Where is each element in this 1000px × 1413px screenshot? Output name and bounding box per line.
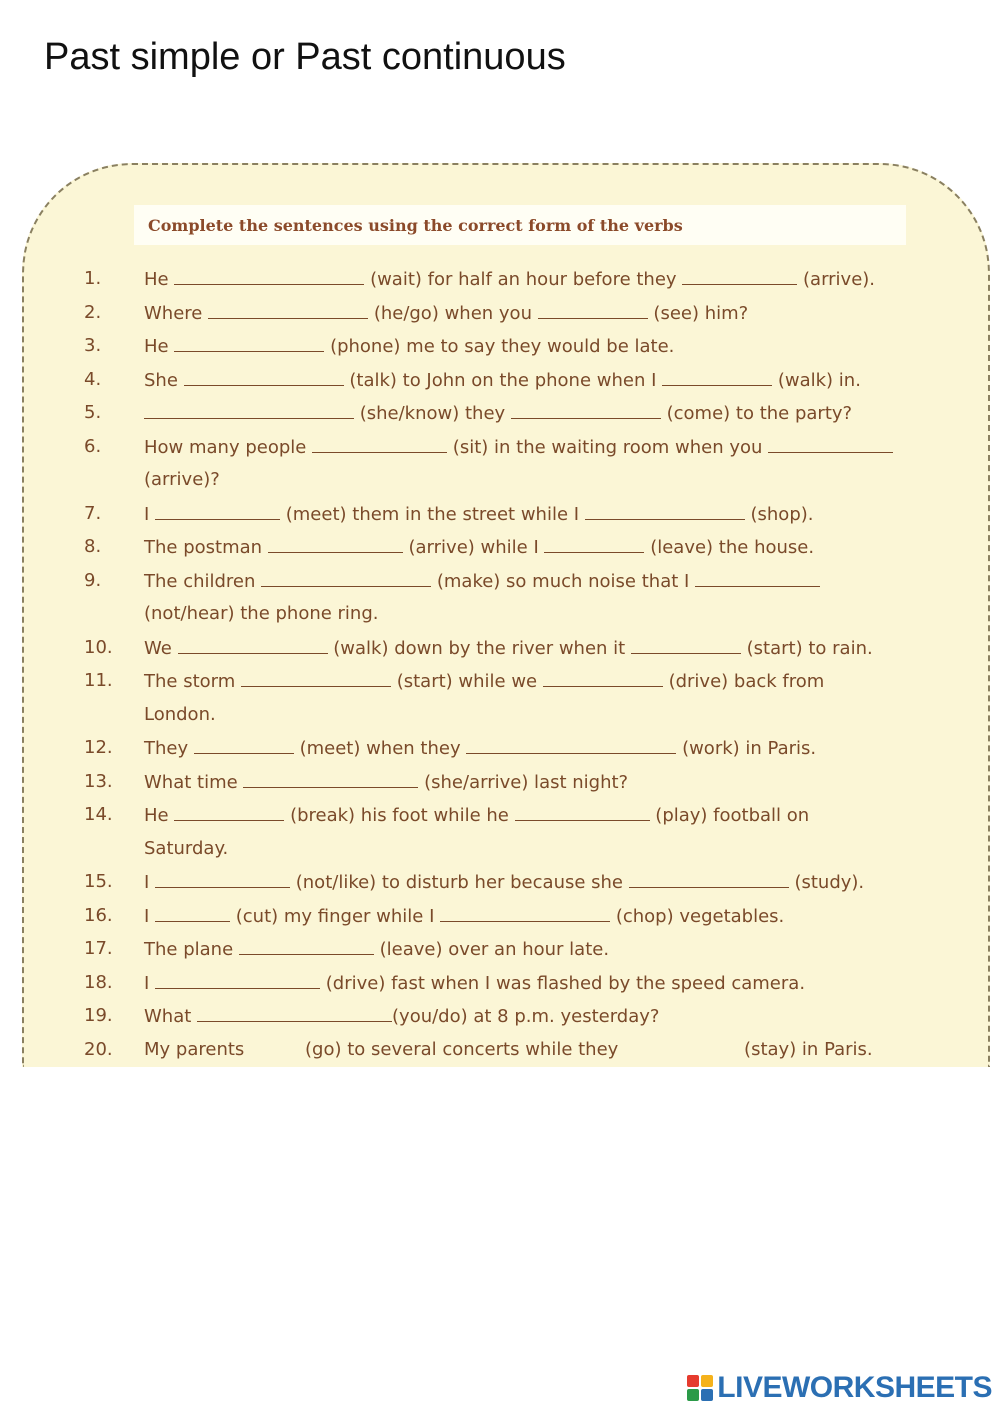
sentence-row <box>24 804 984 837</box>
sentence-text: What (you/do) at 8 p.m. yesterday? <box>144 1006 660 1027</box>
item-number: 19. <box>84 1005 113 1026</box>
sentence-text: They (meet) when they (work) in Paris. <box>144 738 817 759</box>
liveworksheets-logo <box>687 1371 992 1405</box>
item-number: 1. <box>84 268 102 289</box>
answer-blank[interactable] <box>538 302 648 319</box>
answer-blank[interactable] <box>682 268 797 285</box>
item-number: 14. <box>84 804 113 825</box>
answer-blank[interactable] <box>144 402 354 419</box>
sentence-text: She (talk) to John on the phone when I (walk) in. <box>144 369 861 391</box>
item-number: 9. <box>84 569 102 591</box>
sentence-text: (arrive)? <box>144 469 220 490</box>
sentence-row <box>24 838 984 871</box>
sentence-row <box>24 436 984 469</box>
answer-blank[interactable] <box>624 1039 744 1055</box>
sentence-text: He (wait) for half an hour before they (arrive). <box>144 269 876 290</box>
item-number: 20. <box>84 1038 113 1060</box>
item-number: 5. <box>84 402 102 423</box>
sentence-row <box>24 570 984 603</box>
answer-blank[interactable] <box>312 436 447 453</box>
sentence-row <box>24 402 984 435</box>
logo-text: LIVEWORKSHEETS <box>717 1371 992 1404</box>
answer-blank[interactable] <box>261 570 431 587</box>
page-title: Past simple or Past continuous <box>44 36 566 78</box>
item-number: 3. <box>84 335 102 356</box>
answer-blank[interactable] <box>174 804 284 821</box>
sentence-row <box>24 905 984 938</box>
sentence-text: I (not/like) to disturb her because she (study). <box>144 872 865 893</box>
answer-blank[interactable] <box>194 737 294 754</box>
answer-blank[interactable] <box>466 737 676 754</box>
answer-blank[interactable] <box>585 503 745 520</box>
sentence-text: He (phone) me to say they would be late. <box>144 336 675 357</box>
answer-blank[interactable] <box>511 402 661 419</box>
item-number: 7. <box>84 502 102 524</box>
sentence-text: The postman (arrive) while I (leave) the house. <box>144 537 815 558</box>
sentence-text: London. <box>144 703 216 725</box>
answer-blank[interactable] <box>174 268 364 285</box>
answer-blank[interactable] <box>695 570 820 587</box>
item-number: 11. <box>84 670 113 691</box>
answer-blank[interactable] <box>440 905 610 922</box>
answer-blank[interactable] <box>208 302 368 319</box>
sentence-text: The storm (start) while we (drive) back from <box>144 671 825 692</box>
sentence-row <box>24 1005 984 1038</box>
sentence-text: Saturday. <box>144 837 229 859</box>
sentence-row <box>24 536 984 569</box>
answer-blank[interactable] <box>662 369 772 386</box>
answer-blank[interactable] <box>178 637 328 654</box>
answer-blank[interactable] <box>250 1039 305 1055</box>
item-number: 8. <box>84 536 102 557</box>
answer-blank[interactable] <box>243 771 418 788</box>
sentence-text: I (cut) my finger while I (chop) vegetables. <box>144 905 785 927</box>
sentence-text: We (walk) down by the river when it (start) to rain. <box>144 637 873 659</box>
instruction-heading: Complete the sentences using the correct form of the verbs <box>134 205 906 245</box>
sentence-row <box>24 1039 984 1068</box>
sentence-row <box>24 603 984 636</box>
sentence-text: He (break) his foot while he (play) football on <box>144 805 810 826</box>
item-number: 15. <box>84 871 113 892</box>
item-number: 16. <box>84 904 113 926</box>
answer-blank[interactable] <box>155 972 320 989</box>
answer-blank[interactable] <box>629 871 789 888</box>
sentence-text: (she/know) they (come) to the party? <box>144 402 852 424</box>
sentence-text: What time (she/arrive) last night? <box>144 771 629 793</box>
sentence-text: Where (he/go) when you (see) him? <box>144 302 749 324</box>
sentence-row <box>24 335 984 368</box>
sentence-text: (not/hear) the phone ring. <box>144 603 379 624</box>
sentence-text: The children (make) so much noise that I <box>144 570 820 592</box>
answer-blank[interactable] <box>543 670 663 687</box>
sentence-row <box>24 268 984 301</box>
sentence-row <box>24 369 984 402</box>
sentence-row <box>24 972 984 1005</box>
sentence-row <box>24 503 984 536</box>
answer-blank[interactable] <box>155 503 280 520</box>
item-number: 10. <box>84 636 113 658</box>
item-number: 6. <box>84 435 102 457</box>
sentence-text: The plane (leave) over an hour late. <box>144 939 610 960</box>
sentence-text: I (drive) fast when I was flashed by the speed camera. <box>144 972 806 994</box>
sentence-row <box>24 637 984 670</box>
sentence-row <box>24 737 984 770</box>
sentence-text: My parents (go) to several concerts while they (stay) in Paris. <box>144 1038 873 1060</box>
answer-blank[interactable] <box>174 335 324 352</box>
answer-blank[interactable] <box>155 905 230 922</box>
sentence-row <box>24 771 984 804</box>
item-number: 4. <box>84 368 102 390</box>
answer-blank[interactable] <box>241 670 391 687</box>
answer-blank[interactable] <box>155 871 290 888</box>
answer-blank[interactable] <box>768 436 893 453</box>
sentence-row <box>24 871 984 904</box>
answer-blank[interactable] <box>184 369 344 386</box>
sentence-row <box>24 670 984 703</box>
answer-blank[interactable] <box>197 1005 392 1022</box>
exercise-card <box>22 163 990 1067</box>
sentence-text: I (meet) them in the street while I (shop). <box>144 503 814 525</box>
item-number: 18. <box>84 971 113 993</box>
answer-blank[interactable] <box>631 637 741 654</box>
sentence-row <box>24 469 984 502</box>
sentence-text: How many people (sit) in the waiting room when you <box>144 436 893 458</box>
answer-blank[interactable] <box>544 536 644 553</box>
sentence-row <box>24 938 984 971</box>
answer-blank[interactable] <box>239 938 374 955</box>
logo-mark-icon <box>687 1375 713 1401</box>
item-number: 12. <box>84 737 113 758</box>
item-number: 13. <box>84 770 113 792</box>
sentence-row <box>24 704 984 737</box>
answer-blank[interactable] <box>515 804 650 821</box>
answer-blank[interactable] <box>268 536 403 553</box>
sentence-row <box>24 302 984 335</box>
item-number: 2. <box>84 301 102 323</box>
item-number: 17. <box>84 938 113 959</box>
